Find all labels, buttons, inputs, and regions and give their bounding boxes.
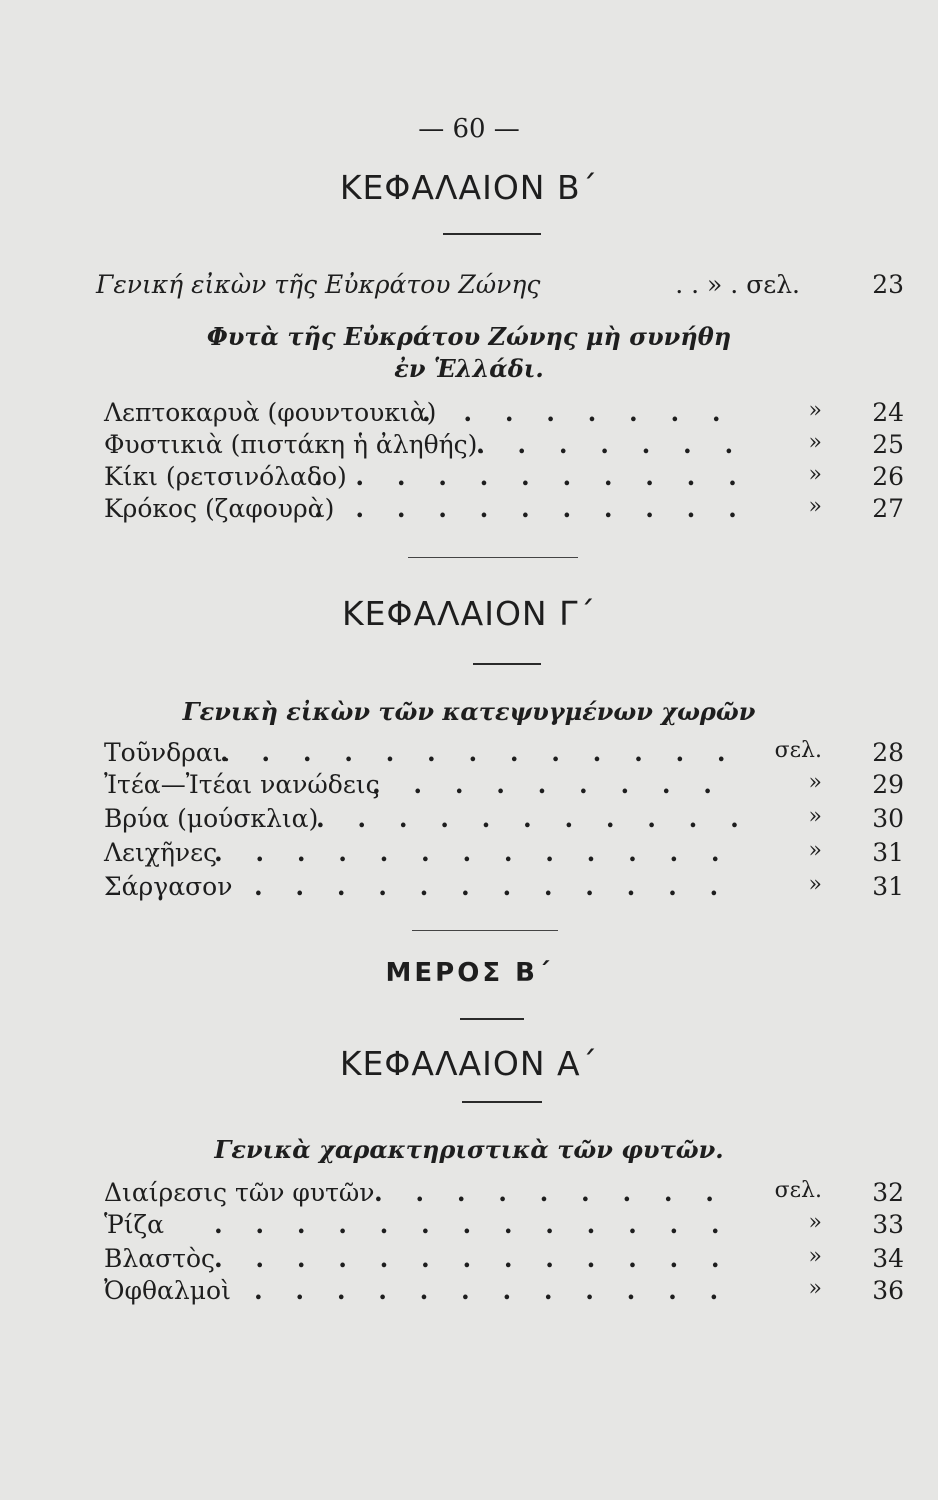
entry-label: Βλαστὸς bbox=[104, 1244, 216, 1273]
divider bbox=[412, 930, 558, 931]
entry-page: 32 bbox=[872, 1178, 904, 1207]
entry-leader: . . . . . . . . . . . bbox=[314, 494, 749, 523]
entry-mark: » bbox=[808, 494, 822, 519]
entry-page: 31 bbox=[872, 872, 904, 901]
entry-label: Ἰτέα—Ἰτέαι νανώδεις bbox=[104, 770, 380, 799]
entry-page: 27 bbox=[872, 494, 904, 523]
entry-label: Τοῦνδραι. bbox=[104, 738, 231, 767]
entry-mark: » bbox=[808, 1244, 822, 1269]
entry-mark: » bbox=[808, 770, 822, 795]
entry-label: Ῥίζα bbox=[104, 1210, 164, 1239]
entry-leader: . . . . . . . . . . . . bbox=[254, 1276, 731, 1305]
subheading-plant-characteristics: Γενικὰ χαρακτηριστικὰ τῶν φυτῶν. bbox=[214, 1135, 724, 1164]
entry-page: 25 bbox=[872, 430, 904, 459]
toc-entry bbox=[104, 494, 904, 526]
entry-leader: . . . . . . . . . . . bbox=[316, 804, 751, 833]
toc-entry bbox=[104, 838, 904, 870]
entry-page: 29 bbox=[872, 770, 904, 799]
toc-entry-general-temperate bbox=[96, 270, 904, 304]
entry-mark: » bbox=[808, 430, 822, 455]
toc-entry bbox=[104, 1210, 904, 1242]
entry-mark: » bbox=[808, 1210, 822, 1235]
entry-mark: » bbox=[808, 838, 822, 863]
divider bbox=[408, 557, 578, 558]
entry-page: 26 bbox=[872, 462, 904, 491]
entry-mark: σελ. bbox=[774, 1178, 822, 1203]
divider bbox=[462, 1101, 542, 1103]
entry-page: 36 bbox=[872, 1276, 904, 1305]
entry-label: Ὀφθαλμοὶ bbox=[104, 1276, 231, 1305]
entry-page: 24 bbox=[872, 398, 904, 427]
entry-leader: . . . . . . . . . . . . . bbox=[214, 838, 732, 867]
toc-entry bbox=[104, 1244, 904, 1276]
subheading-frozen-regions: Γενικὴ εἰκὼν τῶν κατεψυγμένων χωρῶν bbox=[182, 697, 756, 726]
entry-mark: » bbox=[808, 462, 822, 487]
toc-entry bbox=[104, 1178, 904, 1210]
subheading-plants-temperate: Φυτὰ τῆς Εὐκράτου Ζώνης μὴ συνήθη bbox=[206, 322, 732, 351]
toc-entry bbox=[104, 872, 904, 904]
chapter-b-title: ΚΕΦΑΛΑΙΟΝ Β΄ bbox=[339, 168, 599, 207]
entry-page: 33 bbox=[872, 1210, 904, 1239]
entry-page: 31 bbox=[872, 838, 904, 867]
entry-label: Κρόκος (ζαφουρὰ) bbox=[104, 494, 335, 523]
page-number: — 60 — bbox=[418, 114, 520, 144]
toc-entry bbox=[104, 462, 904, 494]
entry-leader: . . . . . . . . . bbox=[372, 770, 724, 799]
entry-leader: . . . . . . . . . . . bbox=[314, 462, 749, 491]
entry-page: 34 bbox=[872, 1244, 904, 1273]
chapter-a-title: ΚΕΦΑΛΑΙΟΝ Α΄ bbox=[339, 1044, 599, 1083]
entry-label: Λεπτοκαρυὰ (φουντουκιὰ) bbox=[104, 398, 437, 427]
subheading-plants-temperate-2: ἐν Ἑλλάδι. bbox=[394, 354, 544, 383]
entry-label: Διαίρεσις τῶν φυτῶν bbox=[104, 1178, 375, 1207]
entry-mark: σελ. bbox=[774, 738, 822, 763]
entry-mark: » bbox=[808, 1276, 822, 1301]
entry-page: 30 bbox=[872, 804, 904, 833]
entry-label: Βρύα (μούσκλια) bbox=[104, 804, 319, 833]
toc-entry bbox=[104, 1276, 904, 1308]
part-b-title: ΜΕΡΟΣ Β΄ bbox=[385, 958, 553, 988]
entry-label: Λειχῆνες bbox=[104, 838, 218, 867]
entry-label: Γενική εἰκὼν τῆς Εὐκράτου Ζώνης bbox=[96, 270, 541, 299]
entry-leader: . . . . . . . . . bbox=[374, 1178, 726, 1207]
entry-leader: . . » . σελ. bbox=[675, 270, 800, 299]
toc-entry bbox=[104, 430, 904, 462]
entry-leader: . . . . . . . . . . . . . bbox=[220, 738, 738, 767]
entry-mark: » bbox=[808, 872, 822, 897]
divider bbox=[473, 663, 541, 665]
entry-leader: . . . . . . . . . . . . bbox=[254, 872, 731, 901]
toc-entry bbox=[104, 804, 904, 836]
entry-page: 28 bbox=[872, 738, 904, 767]
toc-entry bbox=[104, 770, 904, 802]
toc-entry bbox=[104, 738, 904, 770]
chapter-c-title: ΚΕΦΑΛΑΙΟΝ Γ΄ bbox=[342, 594, 596, 633]
toc-entry bbox=[104, 398, 904, 430]
entry-label: Σάργασον bbox=[104, 872, 233, 901]
divider bbox=[460, 1018, 524, 1020]
entry-mark: » bbox=[808, 398, 822, 423]
entry-mark: » bbox=[808, 804, 822, 829]
entry-leader: . . . . . . . . . . . . . bbox=[214, 1210, 732, 1239]
entry-leader: . . . . . . . . bbox=[422, 398, 733, 427]
entry-leader: . . . . . . . bbox=[476, 430, 746, 459]
divider bbox=[443, 233, 541, 235]
entry-leader: . . . . . . . . . . . . . bbox=[214, 1244, 732, 1273]
entry-page: 23 bbox=[872, 270, 904, 299]
entry-label: Φυστικιὰ (πιστάκη ἡ ἀληθής). bbox=[104, 430, 486, 459]
entry-label: Κίκι (ρετσινόλαδο) bbox=[104, 462, 347, 491]
